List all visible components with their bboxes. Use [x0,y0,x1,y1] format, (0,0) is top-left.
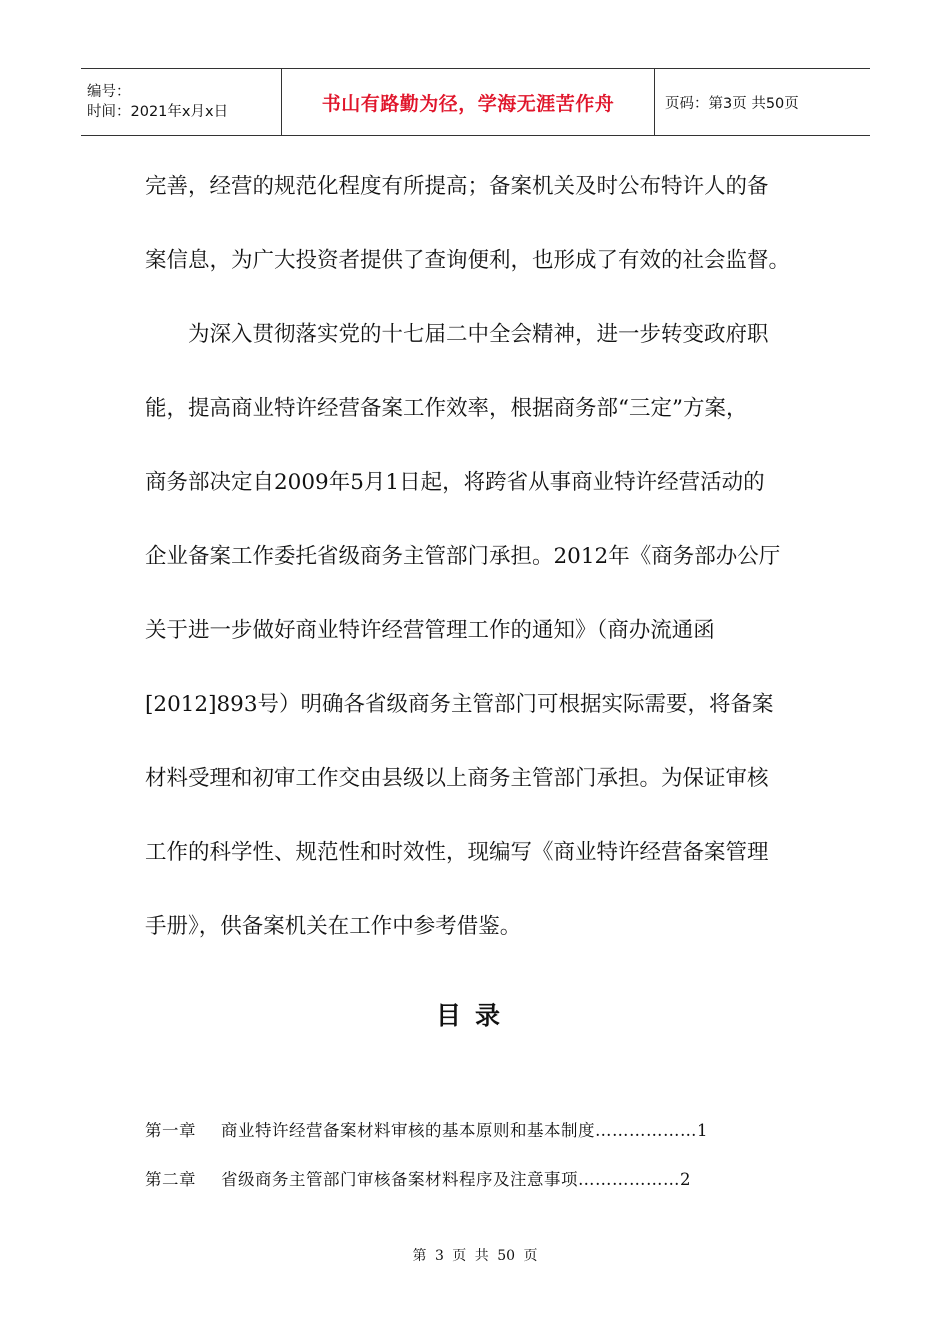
body-line: 为深入贯彻落实党的十七届二中全会精神，进一步转变政府职 [145,322,769,347]
body-line: 工作的科学性、规范性和时效性，现编写《商业特许经营备案管理 [145,840,769,865]
page-header [81,68,870,136]
body-line: 企业备案工作委托省级商务主管部门承担。2012年《商务部办公厅 [145,544,781,569]
header-page-label: 页码：第3页 共50页 [665,95,799,112]
body-line: 关于进一步做好商业特许经营管理工作的通知》（商办流通函 [145,618,715,643]
body-line: 手册》，供备案机关在工作中参考借鉴。 [145,914,522,939]
motto-text: 书山有路勤为径，学海无涯苦作舟 [321,92,615,115]
toc-entry-chapter-1[interactable] [145,1114,805,1163]
document-number-label: 编号： [87,84,131,100]
body-line: 材料受理和初审工作交由县级以上商务主管部门承担。为保证审核 [145,766,769,791]
header-motto [282,69,655,135]
body-line: 完善，经营的规范化程度有所提高；备案机关及时公布特许人的备 [145,174,769,199]
toc-chapter-label: 第一章 [145,1121,196,1140]
toc-entry-chapter-2[interactable] [145,1163,805,1212]
page-footer: 第 3 页 共 50 页 [412,1248,538,1264]
table-of-contents [145,1114,805,1212]
body-line: [2012]893号）明确各省级商务主管部门可根据实际需要，将备案 [145,692,774,717]
body-line: 能，提高商业特许经营备案工作效率，根据商务部“三定”方案， [145,396,748,421]
body-line: 商务部决定自2009年5月1日起，将跨省从事商业特许经营活动的 [145,470,765,495]
toc-entry-text: 商业特许经营备案材料审核的基本原则和基本制度………………1 [221,1121,708,1140]
body-line: 案信息，为广大投资者提供了查询便利，也形成了有效的社会监督。 [145,248,791,273]
body-paragraphs [145,150,805,964]
header-page-number [655,69,870,135]
toc-chapter-label: 第二章 [145,1170,196,1189]
toc-entry-text: 省级商务主管部门审核备案材料程序及注意事项………………2 [221,1170,691,1189]
header-meta [81,69,282,135]
document-time-label: 时间：2021年x月x日 [87,104,229,120]
toc-title: 目录 [435,1001,514,1030]
